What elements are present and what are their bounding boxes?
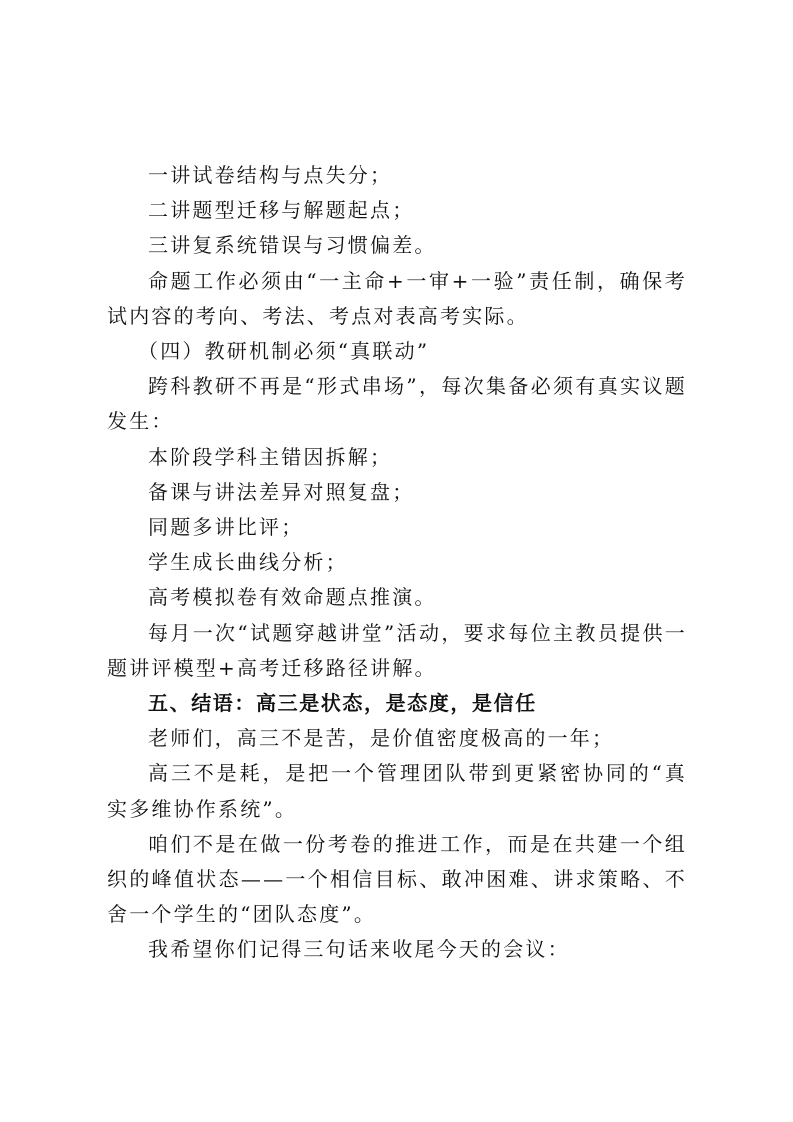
- document-body: [107, 158, 687, 968]
- list-item-same-question-review: 同题多讲比评；: [148, 515, 304, 540]
- list-item-third-lecture: 三讲复系统错误与习惯偏差。: [148, 233, 437, 258]
- paragraph-teachers-address: 老师们，高三不是苦，是价值密度极高的一年；: [148, 726, 615, 751]
- paragraph-team-attitude: 咱们不是在做一份考卷的推进工作，而是在共建一个组织的峰值状态——一个相信目标、敢冲困难、讲求策略、不舍一个学生的“团队态度”。: [107, 831, 687, 927]
- list-item-error-analysis: 本阶段学科主错因拆解；: [148, 444, 393, 469]
- paragraph-collaboration-system: 高三不是耗，是把一个管理团队带到更紧密协同的“真实多维协作系统”。: [107, 761, 687, 821]
- list-item-growth-curve: 学生成长曲线分析；: [148, 550, 348, 575]
- paragraph-proposition-responsibility: 命题工作必须由“一主命+一审+一验”责任制，确保考试内容的考向、考法、考点对表高考实际。: [107, 268, 687, 328]
- section-heading-conclusion: 五、结语：高三是状态，是态度，是信任: [148, 691, 537, 716]
- paragraph-cross-subject-research: 跨科教研不再是“形式串场”，每次集备必须有真实议题发生：: [107, 374, 687, 434]
- section-heading-teaching-research: （四）教研机制必须“真联动”: [138, 339, 430, 364]
- list-item-second-lecture: 二讲题型迁移与解题起点；: [148, 198, 415, 223]
- paragraph-monthly-lecture: 每月一次“试题穿越讲堂”活动，要求每位主教员提供一题讲评模型+高考迁移路径讲解。: [107, 620, 687, 680]
- paragraph-closing-remark: 我希望你们记得三句话来收尾今天的会议：: [148, 937, 570, 962]
- list-item-mock-exam-analysis: 高考模拟卷有效命题点推演。: [148, 585, 437, 610]
- list-item-lesson-review: 备课与讲法差异对照复盘；: [148, 479, 415, 504]
- list-item-first-lecture: 一讲试卷结构与点失分；: [148, 163, 393, 187]
